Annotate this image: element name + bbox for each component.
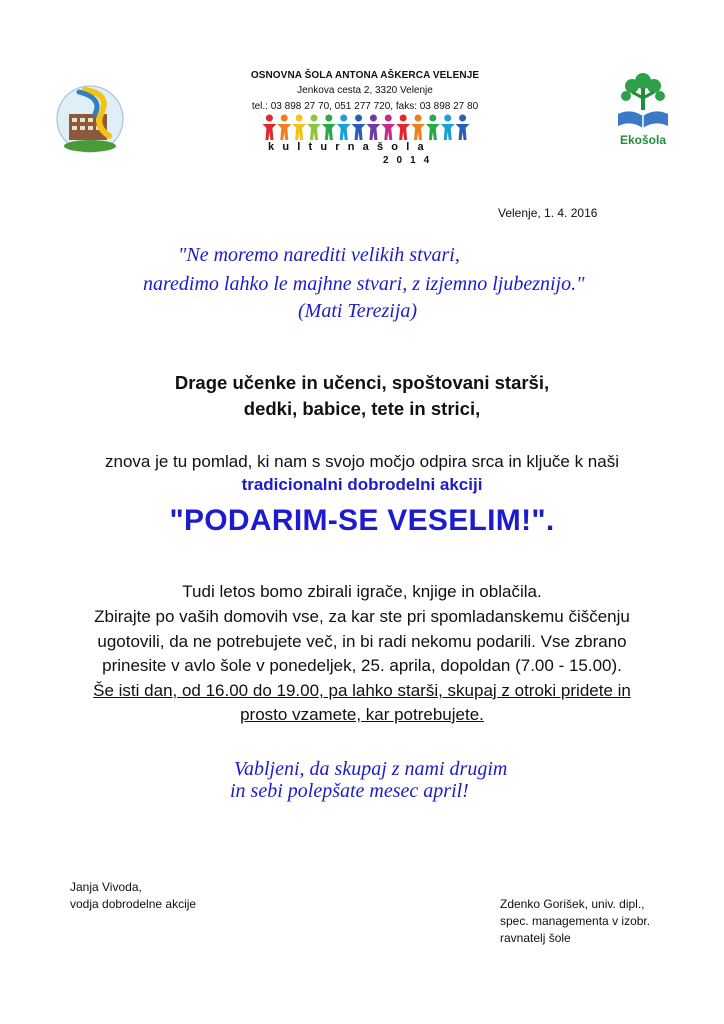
body-line: Zbirajte po vaših domovih vse, za kar ste pri spomladanskemu čiščenju (94, 607, 630, 626)
letter-date: Velenje, 1. 4. 2016 (498, 206, 598, 220)
signature-right-title: ravnatelj šole (500, 931, 571, 945)
quote-line-2: naredimo lahko le majhne stvari, z izjemno ljubeznijo." (143, 273, 585, 295)
figure-icon (307, 115, 321, 141)
figure-icon (366, 115, 380, 141)
figure-icon (381, 115, 395, 141)
signature-right-role: spec. managementa v izobr. (500, 914, 651, 928)
quote-author: (Mati Terezija) (298, 300, 418, 322)
figure-icon (352, 115, 366, 141)
kulturna-sola-year: 2014 (383, 155, 438, 166)
figure-icon (277, 115, 291, 141)
ekosola-logo (612, 70, 674, 150)
invite-line-2: in sebi polepšate mesec april! (230, 780, 469, 802)
body-line: Tudi letos bomo zbirali igrače, knjige in oblačila. (182, 582, 542, 601)
figure-icon (337, 115, 351, 141)
body-line: prinesite v avlo šole v ponedeljek, 25. aprila, dopoldan (7.00 - 15.00). (102, 656, 622, 675)
signature-left-role: vodja dobrodelne akcije (70, 897, 197, 911)
figure-icon (441, 115, 455, 141)
figure-icon (292, 115, 306, 141)
school-logo (55, 84, 125, 154)
figure-icon (426, 115, 440, 141)
signature-left-name: Janja Vivoda, (70, 880, 142, 894)
school-phone: tel.: 03 898 27 70, 051 277 720, faks: 03 898 27 80 (251, 101, 479, 112)
school-address: Jenkova cesta 2, 3320 Velenje (297, 85, 433, 96)
figure-icon (322, 115, 336, 141)
figure-icon (411, 115, 425, 141)
figure-icon (456, 115, 470, 141)
kulturna-sola-text: kulturnašola (268, 141, 432, 153)
body-line-underlined: prosto vzamete, kar potrebujete. (240, 705, 484, 724)
body-line: ugotovili, da ne potrebujete več, in bi radi nekomu podarili. Vse zbrano (97, 632, 627, 651)
greeting-line-1: Drage učenke in učenci, spoštovani starši, (174, 372, 550, 393)
intro-text: znova je tu pomlad, ki nam s svojo močjo odpira srca in ključe k naši (104, 452, 619, 471)
campaign-title: "PODARIM-SE VESELIM!". (169, 504, 555, 537)
greeting-line-2: dedki, babice, tete in strici, (243, 398, 481, 419)
body-line-underlined: Še isti dan, od 16.00 do 19.00, pa lahko starši, skupaj z otroki pridete in (93, 681, 631, 700)
figure-icon (396, 115, 410, 141)
tree-book-icon (612, 70, 674, 132)
tradition-text: tradicionalni dobrodelni akciji (241, 475, 483, 494)
quote-line-1: "Ne moremo narediti velikih stvari, (178, 244, 460, 266)
ekosola-label: Ekošola (619, 133, 667, 147)
figure-icon (262, 115, 276, 141)
kulturna-sola-logo (262, 113, 470, 141)
school-name: OSNOVNA ŠOLA ANTONA AŠKERCA VELENJE (250, 70, 480, 81)
invite-line-1: Vabljeni, da skupaj z nami drugim (234, 758, 508, 780)
signature-right-name: Zdenko Gorišek, univ. dipl., (500, 897, 645, 911)
